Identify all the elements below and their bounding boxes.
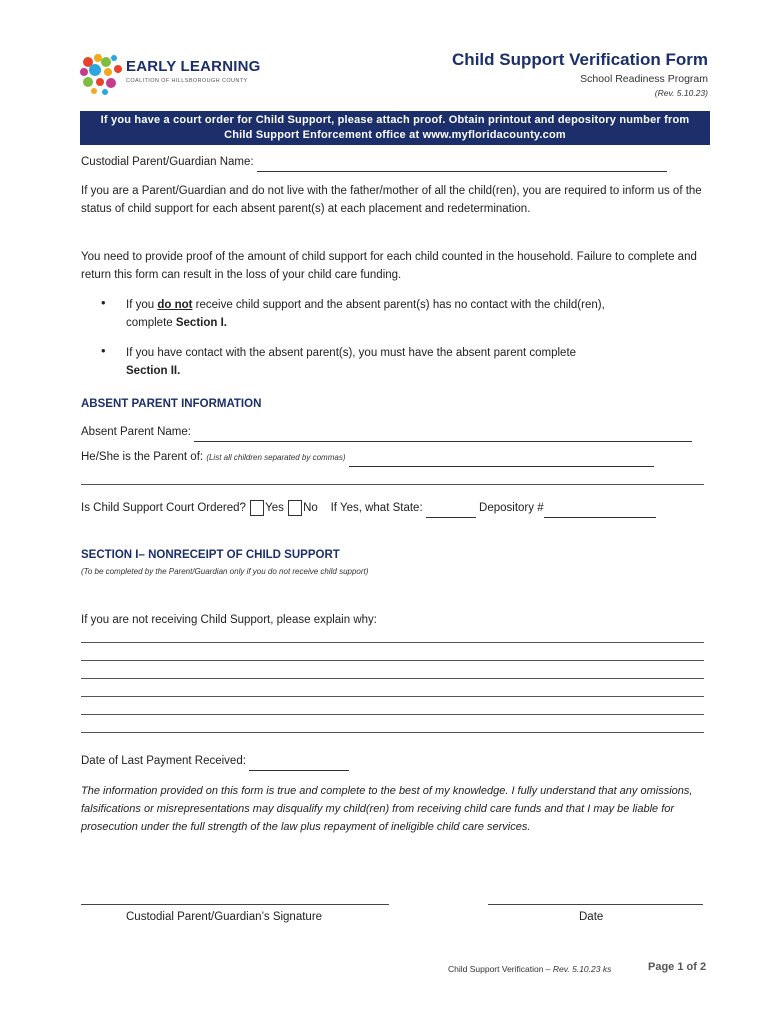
state-field[interactable] — [426, 499, 476, 518]
explain-line[interactable] — [81, 642, 704, 643]
explain-line[interactable] — [81, 732, 704, 733]
signature-label: Custodial Parent/Guardian’s Signature — [126, 911, 323, 923]
no-checkbox[interactable] — [288, 500, 302, 516]
page-number: Page 1 of 2 — [648, 961, 707, 973]
parent-of-row — [81, 448, 654, 467]
parent-of-hint: (List all children separated by commas) — [206, 453, 346, 462]
court-ordered-row — [81, 499, 656, 518]
state-label: If Yes, what State: — [330, 502, 423, 514]
custodial-parent-field[interactable] — [257, 153, 667, 172]
explain-line[interactable] — [81, 714, 704, 715]
section1-heading: SECTION I– NONRECEIPT OF CHILD SUPPORT — [81, 549, 340, 561]
absent-parent-field[interactable] — [194, 423, 692, 442]
bullet2-line1: If you have contact with the absent parent(s), you must have the absent parent complete — [126, 347, 577, 359]
logo-dots-icon — [78, 52, 126, 96]
last-payment-row — [81, 752, 349, 771]
bullet1-post: receive child support and the absent parent(s) has no contact with the child(ren), — [192, 299, 605, 311]
bullet2-section: Section II. — [126, 365, 181, 377]
parent-of-field-line-2[interactable] — [81, 484, 704, 485]
instruction-banner — [80, 111, 710, 145]
bullet-icon: • — [101, 343, 106, 358]
bullet1-pre: If you — [126, 299, 158, 311]
yes-label: Yes — [265, 502, 284, 514]
absent-parent-label: Absent Parent Name: — [81, 426, 191, 438]
parent-of-label: He/She is the Parent of: — [81, 451, 204, 463]
depository-label: Depository # — [479, 502, 544, 514]
footer-text — [448, 964, 611, 974]
banner-line-1: If you have a court order for Child Support, please attach proof. Obtain printout and depository number from — [100, 114, 690, 126]
banner-line-2: Child Support Enforcement office at www.myfloridacounty.com — [224, 129, 566, 141]
bullet-contact — [126, 344, 706, 380]
bullet1-emphasis: do not — [157, 299, 193, 311]
court-ordered-label: Is Child Support Court Ordered? — [81, 502, 246, 514]
paragraph-requirement: If you are a Parent/Guardian and do not live with the father/mother of all the child(ren), you are required to inform us of the status of child support for each absent parent(s) at each placement and redetermination. — [81, 185, 702, 215]
paragraph-proof: You need to provide proof of the amount of child support for each child counted in the household. Failure to complete and return this form can result in the loss of your child care funding. — [81, 251, 697, 281]
bullet1-line2: complete — [126, 317, 176, 329]
absent-parent-row — [81, 423, 692, 442]
explain-line[interactable] — [81, 696, 704, 697]
logo-subtitle: COALITION OF HILLSBOROUGH COUNTY — [126, 78, 248, 84]
date-label: Date — [579, 911, 604, 923]
explain-label: If you are not receiving Child Support, please explain why: — [81, 614, 377, 626]
bullet-icon: • — [101, 295, 106, 310]
explain-line[interactable] — [81, 678, 704, 679]
bullet1-section: Section I. — [175, 317, 227, 329]
footer-rev: Rev. 5.10.23 ks — [552, 964, 612, 974]
last-payment-label: Date of Last Payment Received: — [81, 755, 246, 767]
parent-of-field[interactable] — [349, 448, 654, 467]
attestation-text: The information provided on this form is true and complete to the best of my knowledge. I fully understand that any omissions, falsifications or misrepresentations may disqualify my child(ren) from receiving child care funds and that I may be liable for prosecution under the full strength of the law plus repayment of ineligible child care services. — [81, 785, 693, 833]
absent-parent-heading: ABSENT PARENT INFORMATION — [81, 398, 262, 410]
last-payment-field[interactable] — [249, 752, 349, 771]
footer-label: Child Support Verification – — [448, 964, 553, 974]
logo-name: EARLY LEARNING — [126, 58, 261, 75]
depository-field[interactable] — [544, 499, 656, 518]
bullet-no-contact — [126, 296, 706, 332]
revision-label: (Rev. 5.10.23) — [654, 88, 708, 98]
signature-line[interactable] — [81, 904, 389, 905]
program-name: School Readiness Program — [580, 73, 708, 85]
no-label: No — [303, 502, 318, 514]
yes-checkbox[interactable] — [250, 500, 264, 516]
custodial-parent-row — [81, 153, 667, 172]
section1-note: (To be completed by the Parent/Guardian only if you do not receive child support) — [81, 567, 369, 576]
page-title: Child Support Verification Form — [452, 50, 708, 69]
custodial-parent-label: Custodial Parent/Guardian Name: — [81, 156, 254, 168]
explain-line[interactable] — [81, 660, 704, 661]
date-line[interactable] — [488, 904, 703, 905]
